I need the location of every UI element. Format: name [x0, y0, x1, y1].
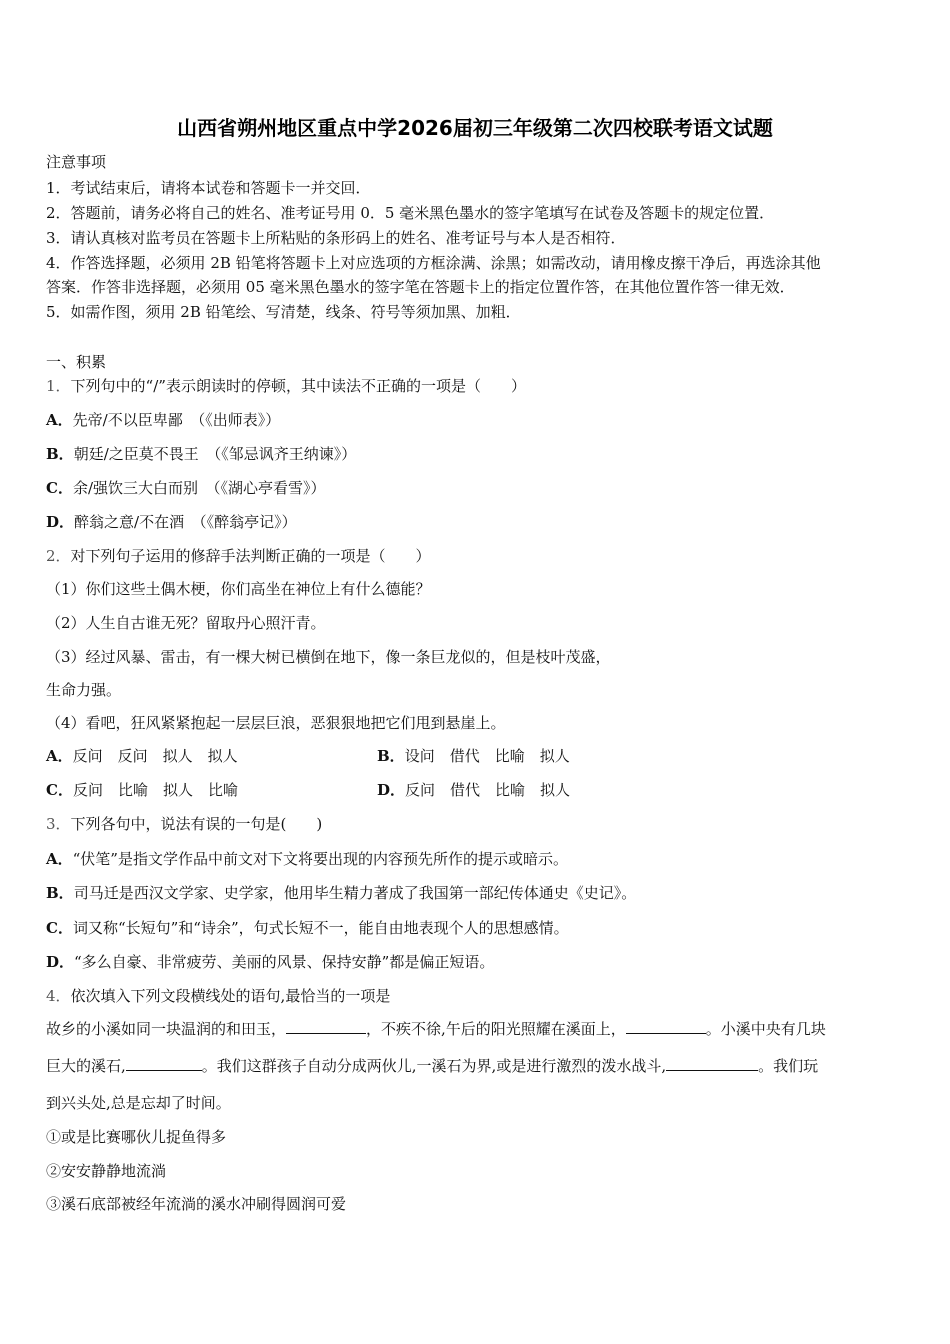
q4-choice-2: ②安安静静地流淌	[46, 1162, 167, 1180]
passage-text: 。我们这群孩子自动分成两伙儿,一溪石为界,或是进行激烈的泼水战斗,	[201, 1057, 667, 1075]
notice-item-4: 4．作答选择题，必须用 2B 铅笔将答题卡上对应选项的方框涂满、涂黑；如需改动，请用橡皮擦干净后，再选涂其他	[46, 254, 821, 272]
option-letter: B．	[377, 747, 405, 765]
option-letter: A．	[46, 747, 73, 765]
option-text: 余/强饮三大白而别 （《湖心亭看雪》）	[72, 479, 326, 497]
option-text: “伏笔”是指文学作品中前文对下文将要出现的内容预先所作的提示或暗示。	[72, 850, 568, 868]
q1-option-a	[46, 410, 280, 430]
passage-text: 。小溪中央有几块	[705, 1020, 826, 1038]
option-text: 司马迁是西汉文学家、史学家，他用毕生精力著成了我国第一部纪传体通史《史记》。	[73, 884, 637, 902]
q2-option-a	[46, 746, 238, 766]
passage-text: 巨大的溪石,	[46, 1057, 126, 1075]
option-letter: D．	[377, 781, 406, 799]
q1-option-c	[46, 478, 326, 498]
fill-blank-4	[666, 1056, 758, 1071]
option-text: 反问 反问 拟人 拟人	[72, 747, 238, 765]
question-2-stem	[46, 546, 431, 566]
option-letter: D．	[46, 953, 75, 971]
option-letter: A．	[46, 411, 73, 429]
notice-item-4-cont: 答案．作答非选择题，必须用 05 毫米黑色墨水的签字笔在答题卡上的指定位置作答，在其他位置作答一律无效．	[46, 278, 795, 296]
q4-passage-line-2	[46, 1056, 818, 1076]
notice-item-3: 3．请认真核对监考员在答题卡上所粘贴的条形码上的姓名、准考证号与本人是否相符．	[46, 229, 626, 247]
option-text: 词又称“长短句”和“诗余”，句式长短不一，能自由地表现个人的思想感情。	[72, 919, 569, 937]
option-text: 反问 借代 比喻 拟人	[405, 781, 571, 799]
passage-text: 。我们玩	[758, 1057, 819, 1075]
q2-sentence-4: （4）看吧，狂风紧紧抱起一层层巨浪，恶狠狠地把它们甩到悬崖上。	[46, 714, 506, 732]
q3-option-b	[46, 883, 636, 903]
option-text: 设问 借代 比喻 拟人	[404, 747, 570, 765]
question-text: 对下列句子运用的修辞手法判断正确的一项是（ ）	[70, 547, 431, 565]
passage-text: ，不疾不徐,午后的阳光照耀在溪面上，	[366, 1020, 626, 1038]
passage-text: 故乡的小溪如同一块温润的和田玉，	[46, 1020, 287, 1038]
question-1-stem	[46, 376, 526, 396]
fill-blank-3	[126, 1056, 202, 1071]
q2-option-c	[46, 780, 238, 800]
q2-sentence-1: （1）你们这些土偶木梗，你们高坐在神位上有什么德能？	[46, 580, 431, 598]
option-letter: A．	[46, 850, 73, 868]
q1-option-d	[46, 512, 297, 532]
option-letter: B．	[46, 884, 74, 902]
question-number: 2．	[46, 547, 71, 565]
q3-option-d	[46, 952, 494, 972]
question-4-stem	[46, 986, 390, 1006]
option-text: 醉翁之意/不在酒 （《醉翁亭记》）	[74, 513, 297, 531]
q4-choice-1: ①或是比赛哪伙儿捉鱼得多	[46, 1128, 227, 1146]
q2-sentence-2: （2）人生自古谁无死？留取丹心照汗青。	[46, 614, 326, 632]
q3-option-c	[46, 918, 569, 938]
fill-blank-2	[626, 1019, 706, 1034]
q4-passage-line-3: 到兴头处,总是忘却了时间。	[46, 1094, 231, 1112]
notice-heading: 注意事项	[46, 153, 107, 171]
option-letter: C．	[46, 919, 73, 937]
notice-item-5: 5．如需作图，须用 2B 铅笔绘、写清楚，线条、符号等须加黑、加粗．	[46, 303, 521, 321]
section-heading: 一、积累	[46, 353, 107, 371]
q4-passage-line-1	[46, 1019, 826, 1039]
q4-choice-3: ③溪石底部被经年流淌的溪水冲刷得圆润可爱	[46, 1195, 347, 1213]
option-text: 朝廷/之臣莫不畏王 （《邹忌讽齐王纳谏》）	[73, 445, 357, 463]
q2-sentence-3: （3）经过风暴、雷击，有一棵大树已横倒在地下，像一条巨龙似的，但是枝叶茂盛，	[46, 648, 611, 666]
q1-option-b	[46, 444, 356, 464]
question-number: 3．	[46, 815, 71, 833]
question-number: 4．	[46, 987, 71, 1005]
option-letter: B．	[46, 445, 74, 463]
q2-sentence-3-cont: 生命力强。	[46, 681, 122, 699]
option-text: 反问 比喻 拟人 比喻	[72, 781, 238, 799]
question-text: 下列句中的“/”表示朗读时的停顿，其中读法不正确的一项是（ ）	[70, 377, 526, 395]
option-letter: D．	[46, 513, 75, 531]
page-title: 山西省朔州地区重点中学2026届初三年级第二次四校联考语文试题	[177, 116, 773, 140]
notice-item-2: 2．答题前，请务必将自己的姓名、准考证号用 0．5 毫米黑色墨水的签字笔填写在试卷及答题卡的规定位置．	[46, 204, 775, 222]
option-text: “多么自豪、非常疲劳、美丽的风景、保持安静”都是偏正短语。	[74, 953, 495, 971]
question-text: 依次填入下列文段横线处的语句,最恰当的一项是	[70, 987, 391, 1005]
question-text: 下列各句中，说法有误的一句是( )	[70, 815, 323, 833]
question-number: 1．	[46, 377, 71, 395]
question-3-stem	[46, 814, 322, 834]
option-text: 先帝/不以臣卑鄙 （《出师表》）	[72, 411, 281, 429]
option-letter: C．	[46, 479, 73, 497]
notice-item-1: 1．考试结束后，请将本试卷和答题卡一并交回．	[46, 179, 371, 197]
fill-blank-1	[286, 1019, 366, 1034]
q2-option-d	[377, 780, 570, 800]
q2-option-b	[377, 746, 570, 766]
option-letter: C．	[46, 781, 73, 799]
q3-option-a	[46, 849, 568, 869]
